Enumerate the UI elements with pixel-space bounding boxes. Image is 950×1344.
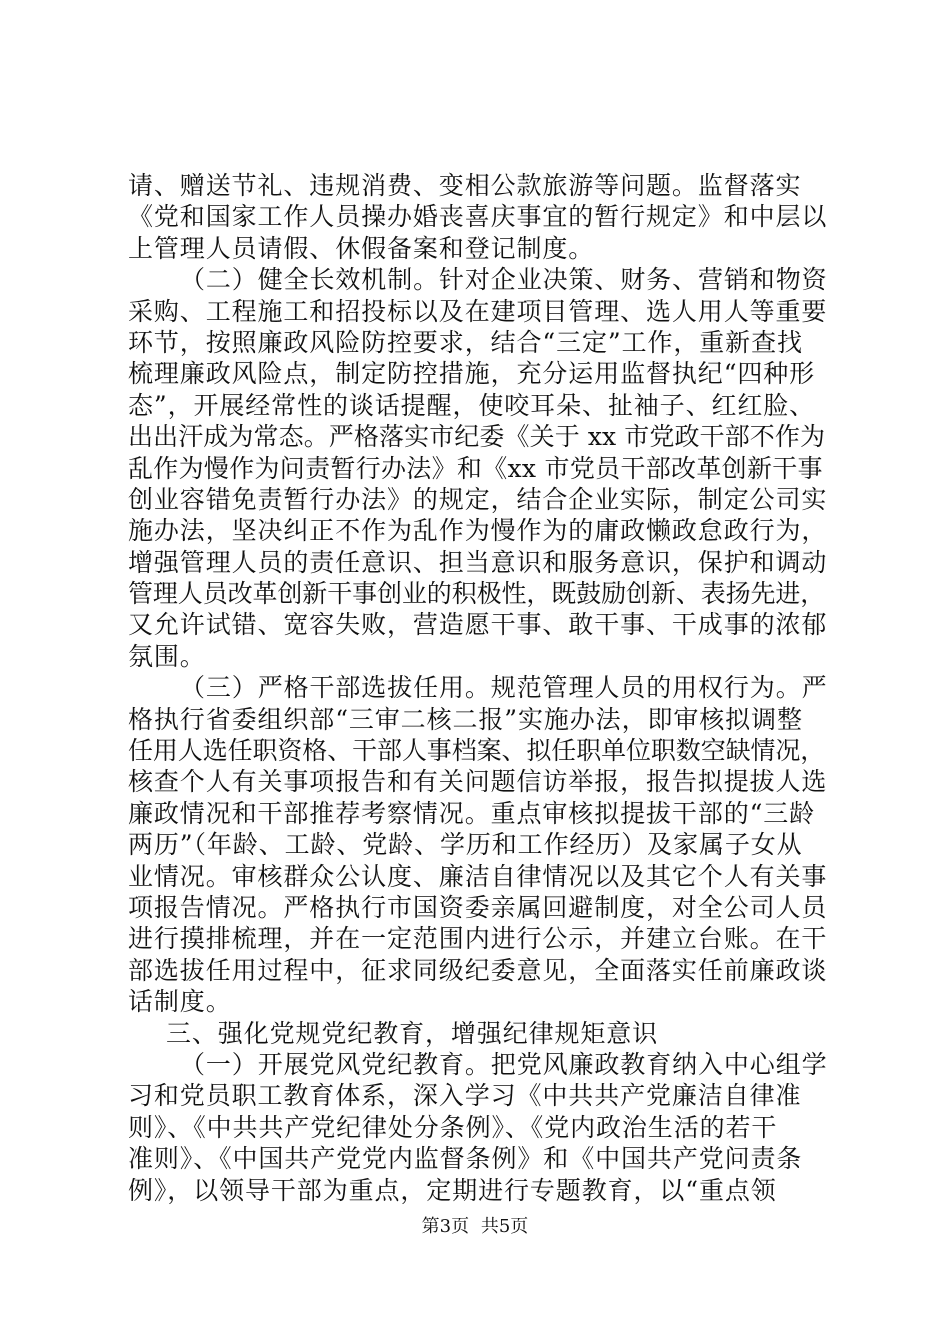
- text-line: 任用人选任职资格、干部人事档案、拟任职单位职数空缺情况，: [128, 736, 826, 766]
- text-line: 采购、工程施工和招投标以及在建项目管理、选人用人等重要: [128, 296, 828, 326]
- text-line: 则》、《中共共产党纪律处分条例》、《党内政治生活的若干: [128, 1112, 778, 1142]
- text-line: 出出汗成为常态。严格落实市纪委《关于 xx 市党政干部不作为: [128, 422, 826, 452]
- text-line: 廉政情况和干部推荐考察情况。重点审核拟提拔干部的“三龄: [128, 798, 816, 828]
- text-line: 准则》、《中国共产党党内监督条例》和《中国共产党问责条: [128, 1144, 803, 1174]
- text-line: 核查个人有关事项报告和有关问题信访举报，报告拟提拔人选: [128, 767, 828, 797]
- text-line: （三）严格干部选拔任用。规范管理人员的用权行为。严: [180, 673, 828, 703]
- text-line: 业情况。审核群众公认度、廉洁自律情况以及其它个人有关事: [128, 861, 828, 891]
- text-line: 格执行省委组织部“三审二核二报”实施办法，即审核拟调整: [128, 704, 803, 734]
- page-total: 共5页: [480, 1216, 529, 1237]
- page-number: 第3页: [421, 1216, 470, 1237]
- text-line: 《党和国家工作人员操办婚丧喜庆事宜的暂行规定》和中层以: [128, 202, 828, 232]
- text-line: （二）健全长效机制。针对企业决策、财务、营销和物资: [180, 265, 828, 295]
- text-line: 管理人员改革创新干事创业的积极性，既鼓励创新、表扬先进，: [128, 579, 826, 609]
- text-line: 梳理廉政风险点，制定防控措施，充分运用监督执纪“四种形: [128, 359, 816, 389]
- text-line: 又允许试错、宽容失败，营造愿干事、敢干事、干成事的浓郁: [128, 610, 828, 640]
- document-body: [128, 170, 828, 1206]
- text-line: 创业容错免责暂行办法》的规定，结合企业实际，制定公司实: [128, 484, 828, 514]
- text-line: 进行摸排梳理，并在一定范围内进行公示，并建立台账。在干: [128, 924, 828, 954]
- text-line: 环节，按照廉政风险防控要求，结合“三定”工作，重新查找: [128, 327, 803, 357]
- text-line: 三、强化党规党纪教育，增强纪律规矩意识: [166, 1018, 659, 1048]
- text-line: 态”，开展经常性的谈话提醒，使咬耳朵、扯袖子、红红脸、: [128, 390, 816, 420]
- text-line: 话制度。: [128, 987, 232, 1017]
- text-line: 请、赠送节礼、违规消费、变相公款旅游等问题。监督落实: [128, 171, 802, 200]
- text-line: 习和党员职工教育体系，深入学习《中共共产党廉洁自律准: [128, 1081, 802, 1111]
- text-line: 两历”（年龄、工龄、党龄、学历和工作经历）及家属子女从: [128, 830, 803, 860]
- page-footer: [0, 1215, 950, 1239]
- text-line: 施办法，坚决纠正不作为乱作为慢作为的庸政懒政怠政行为，: [128, 516, 828, 546]
- text-line: 乱作为慢作为问责暂行办法》和《xx 市党员干部改革创新干事: [128, 453, 823, 483]
- text-line: （一）开展党风党纪教育。把党风廉政教育纳入中心组学: [180, 1049, 828, 1079]
- text-line: 氛围。: [128, 641, 206, 671]
- text-line: 部选拔任用过程中，征求同级纪委意见，全面落实任前廉政谈: [128, 955, 828, 985]
- text-line: 项报告情况。严格执行市国资委亲属回避制度，对全公司人员: [128, 892, 828, 922]
- text-line: 上管理人员请假、休假备案和登记制度。: [128, 233, 595, 263]
- text-line: 增强管理人员的责任意识、担当意识和服务意识，保护和调动: [128, 547, 828, 577]
- text-line: 例》，以领导干部为重点，定期进行专题教育，以“重点领: [128, 1175, 777, 1205]
